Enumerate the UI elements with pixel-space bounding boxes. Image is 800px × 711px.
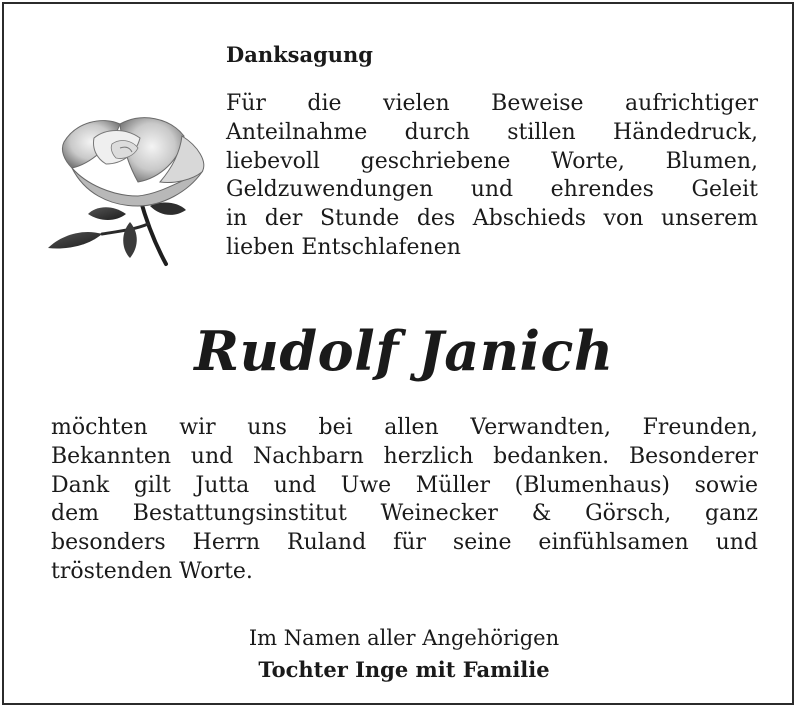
thanks-line: Bekannten und Nachbarn herzlich bedanken. Besonderer <box>51 443 758 469</box>
intro-line: liebevoll geschriebene Worte, Blumen, <box>226 148 758 174</box>
closing-line: Im Namen aller Angehörigen <box>248 626 560 650</box>
intro-line: Geldzuwendungen und ehrendes Geleit <box>226 177 758 203</box>
deceased-name: Rudolf Janich <box>194 319 614 383</box>
notice-heading: Danksagung <box>226 42 373 67</box>
rose-icon <box>42 102 212 272</box>
intro-paragraph <box>226 90 758 263</box>
thanks-line: tröstenden Worte. <box>51 558 253 584</box>
intro-line: Für die vielen Beweise aufrichtiger <box>226 91 758 116</box>
thanks-paragraph <box>51 414 758 587</box>
thanks-line: besonders Herrn Ruland für seine einfühlsamen und <box>51 530 758 556</box>
thanks-line: Dank gilt Jutta und Uwe Müller (Blumenhaus) sowie <box>51 472 758 498</box>
intro-line: lieben Entschlafenen <box>226 234 461 260</box>
thanks-line: dem Bestattungsinstitut Weinecker & Görsch, ganz <box>51 501 758 527</box>
notice-frame <box>2 2 794 705</box>
intro-line: in der Stunde des Abschieds von unserem <box>226 206 758 232</box>
thanks-line: möchten wir uns bei allen Verwandten, Freunden, <box>51 415 758 440</box>
signature: Tochter Inge mit Familie <box>258 657 550 682</box>
intro-line: Anteilnahme durch stillen Händedruck, <box>226 119 758 145</box>
